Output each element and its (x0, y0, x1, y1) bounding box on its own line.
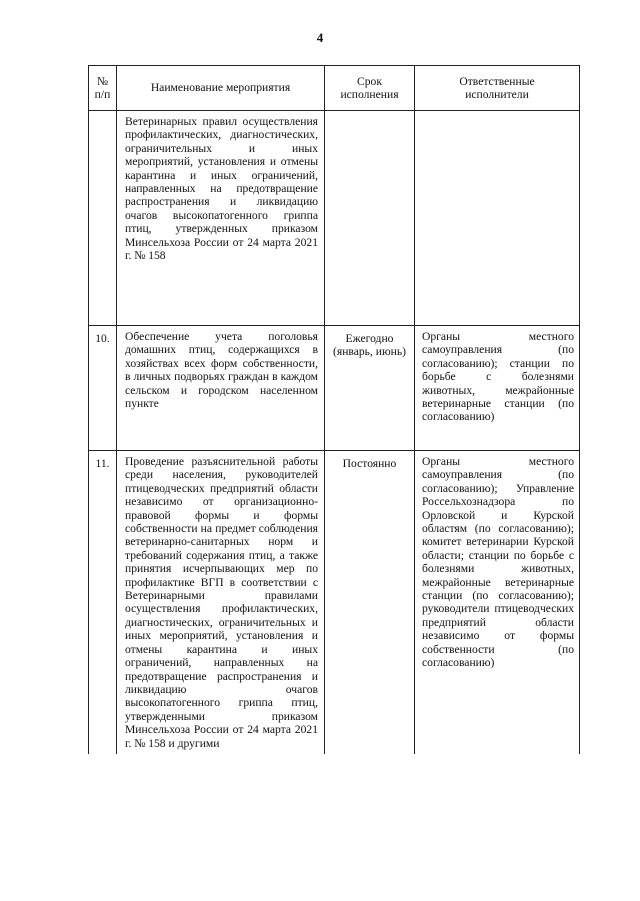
table-row (89, 326, 580, 451)
header-term: Срок исполнения (325, 66, 415, 111)
header-executors: Ответственные исполнители (415, 66, 580, 111)
header-number: № п/п (89, 66, 117, 111)
row-term (325, 111, 415, 326)
measures-table (88, 65, 580, 754)
row-measure-name: Проведение разъяснительной работы среди населения, руководителей птицеводческих предприятий области независимо от организационно-правовой формы и формы собственности на предмет соблюдения ветеринарно-санитарных норм и требований содержания птиц, а также принятия исчерпывающих мер по профилактике ВГП в соответствии с Ветеринарными правилами осуществления профилактических, диагностических, ограничительных и иных мероприятий, установления и отмены карантина и иных ограничений, направленных на предотвращение распространения и ликвидацию очагов высокопатогенного гриппа птиц, утвержденными приказом Минсельхоза России от 24 марта 2021 г. № 158 и другими (117, 451, 325, 754)
row-number (89, 111, 117, 326)
row-measure-name: Обеспечение учета поголовья домашних птиц, содержащихся в хозяйствах всех форм собственности, в личных подворьях граждан в каждом сельском и городском населенном пункте (117, 326, 325, 451)
row-executors (415, 111, 580, 326)
row-number: 10. (89, 326, 117, 451)
row-term: Постоянно (325, 451, 415, 754)
row-measure-name: Ветеринарных правил осуществления профилактических, диагностических, ограничительных и иных мероприятий, установления и отмены карантина и иных ограничений, направленных на предотвращение распространения и ликвидацию очагов высокопатогенного гриппа птиц, утвержденных приказом Минсельхоза России от 24 марта 2021 г. № 158 (117, 111, 325, 326)
page-number: 4 (316, 30, 324, 45)
row-executors: Органы местного самоуправления (по согласованию); Управление Россельхознадзора по Орловской и Курской областям (по согласованию); комитет ветеринарии Курской области; станции по борьбе с болезнями животных, межрайонные ветеринарные станции (по согласованию); руководители птицеводческих предприятий области независимо от формы собственности (по согласованию) (415, 451, 580, 754)
header-measure-name: Наименование мероприятия (117, 66, 325, 111)
row-term: Ежегодно (январь, июнь) (325, 326, 415, 451)
table-row (89, 111, 580, 326)
table-row (89, 451, 580, 754)
row-number: 11. (89, 451, 117, 754)
row-executors: Органы местного самоуправления (по согласованию); станции по борьбе с болезнями животных, межрайонные ветеринарные станции (по согласованию) (415, 326, 580, 451)
table-header-row (89, 66, 580, 111)
